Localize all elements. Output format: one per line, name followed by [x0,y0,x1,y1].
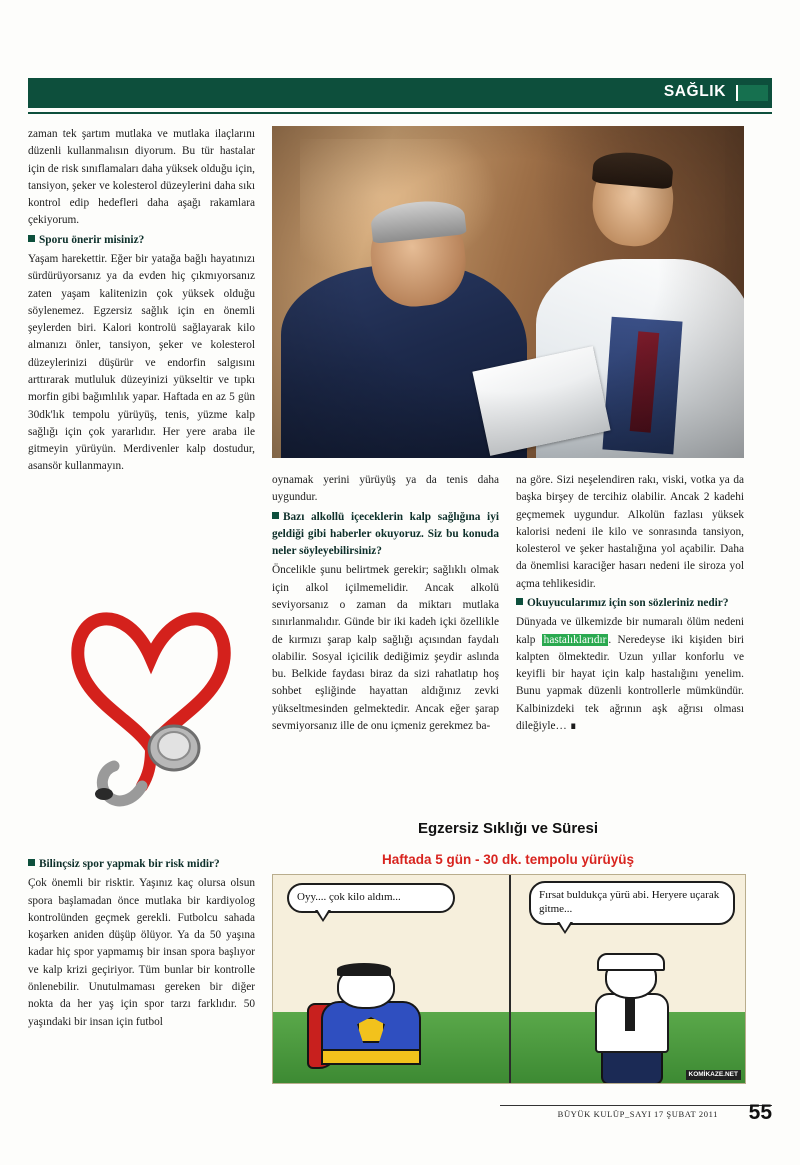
superhero-hair [337,963,391,976]
panel-subtitle: Haftada 5 gün - 30 dk. tempolu yürüyüş [381,852,635,867]
question-subhead-1 [28,232,255,249]
comic-panel-divider [509,875,511,1083]
issue-info: BÜYÜK KULÜP_SAYI 17 ŞUBAT 2011 [557,1109,718,1119]
body-column-2 [272,472,499,737]
section-title: SAĞLIK [663,83,726,100]
paragraph: zaman tek şartım mutlaka ve mutlaka ilaçlarını düzenli kullanmalısın diyorum. Bu tür hastalar için de risk sınıflamaları daha yüksek olduğu için, tansiyon, şeker ve kolesterol düzeylerini daha sıkı kontrol edip hedefleri daha aşağı rakamlara çekiyorum. [28,128,255,227]
subhead-text: Sporu önerir misiniz? [39,233,145,246]
subhead-text: Okuyucularımız için son sözleriniz nedir? [527,596,729,609]
stethoscope-svg [56,580,246,830]
panel-title: Egzersiz Sıklığı ve Süresi [417,820,599,837]
question-subhead-2 [28,856,255,873]
comic-strip [272,874,746,1084]
square-bullet-icon [28,235,35,242]
superhero-belt [321,1049,421,1065]
paragraph: Öncelikle şunu belirtmek gerekir; sağlıklı olmak için alkol içilmemelidir. Ancak alkolü seviyorsanız o zaman da miktarı mutlaka sınırlanmalıdır. Günde bir iki kadeh içki özellikle de kırmızı şarap kalp sağlığı açısından faydalı olabilir. Sosyal içicilik dediğimiz şeydir aslında bu. Belkide faydası biraz da sizi rahatlatıp hoş sohbet eşliğinde hayattan aldığınız zevki yükseltmesinden gelmektedir. Ancak eğer şarap sevmiyorsanız ille de onu içmeniz gerekmez ba- [272,564,499,732]
speech-bubble-right: Fırsat buldukça yürü abi. Heryere uçarak gitme... [529,881,735,925]
square-bullet-icon [516,598,523,605]
paragraph: Yaşam harekettir. Eğer bir yatağa bağlı hayatınızı sürdürüyorsanız ya da evden hiç çıkmıyorsanız zaten yaşam kalitenizin çok yüksek olduğu söylenemez. Egzersiz sağlık için en önemli şeylerden biri. Kalori kontrolü sağlayarak kilo almanızı önler, tansiyon, şeker ve kolesterol düzeylerinizi düşürür ve endorfin salgısını arttırarak mutluluk düzeyinizi yükseltir ve tıpkı morfin gibi bağımlılık yapar. Haftada en az 5 gün 30dk'lık tempolu yürüyüş, tenis, yüzme kalp sağlığı için çok yararlıdır. Her yere araba ile gitmeyin yürüyün. Merdivenler kalp dostudur, asansör kullanmayın. [28,252,255,473]
square-bullet-icon [272,512,279,519]
photo-vignette [272,126,744,458]
body-column-1 [28,126,255,478]
page-footer [28,1101,772,1135]
tail-text-pre: Dünyada ve ülkemizde bir numaralı ölüm nedeni kalp [516,616,744,646]
footer-rule [500,1105,772,1106]
subhead-text: Bilinçsiz spor yapmak bir risk midir? [39,858,220,870]
walker-tie [625,997,635,1031]
paragraph: Çok önemli bir risktir. Yaşınız kaç olursa olsun spora başlamadan önce mutlaka bir kardiyolog kontrolünden geçmek gerekli. Futbolcu sahada koşarken aniden düşüp ölüyor. Ya da 50 yaşına kadar hiç spor yapmamış bir insan spora başlıyor ve kalp krizi geçiriyor. Tüm bunlar bir kontrolle önlenebilir. Unutulmaması gereken bir diğer nokta da her yaş için spor tarzı farklıdır. 50 yaşındaki bir insan için futbol [28,877,255,1028]
square-bullet-icon [28,859,35,866]
header-green-band [28,78,772,108]
page-number: 55 [748,1101,772,1124]
comic-credit: KOMİKAZE.NET [686,1070,741,1080]
header-notch-decoration [736,85,768,101]
question-subhead-4 [516,595,744,612]
paragraph-with-highlight [516,614,744,735]
tail-text-post: . Neredeyse iki kişiden biri kalpten ölmektedir. Uzun yıllar konforlu ve keyifli bir hayat için kalp hastalığını yenelim. Bunu yapmak düzenli kontrollerle mümkündür. Kalbinizdeki tek ağrının aşk ağrısı olması dileğiyle… ∎ [516,633,744,732]
comic-character-superhero [313,963,439,1083]
paragraph: na göre. Sizi neşelendiren rakı, viski, votka ya da başka birşey de tercihiz olabilir. Ancak 2 kadehi geçmemek uygundur. Alkolün fazlası yüksek kalorisi nedeni ile kilo ve sonrasında tansiyon, kolesterol ve şeker hastalığına yol açabilir. Daha da önemlisi karaciğer hasarı nedeni ile siroza yol açma tehlikesidir. [516,474,744,590]
walker-hat [597,953,665,971]
comic-character-walker [575,957,693,1083]
highlighted-term: hastalıklarıdır [543,633,607,646]
stethoscope-heart-illustration [56,580,246,830]
section-header [28,78,772,108]
paragraph: oynamak yerini yürüyüş ya da tenis daha uygundur. [272,474,499,504]
speech-bubble-left: Oyy.... çok kilo aldım... [287,883,455,913]
header-rule [28,112,772,114]
doctor-patient-photo [272,126,744,458]
body-column-1-lower [28,856,255,1033]
body-column-3 [516,472,744,737]
question-subhead-3 [272,509,499,561]
subhead-text: Bazı alkollü içeceklerin kalp sağlığına iyi geldiği gibi haberler okuyoruz. Siz bu konuda neler söyleyebilirsiniz? [272,510,499,558]
